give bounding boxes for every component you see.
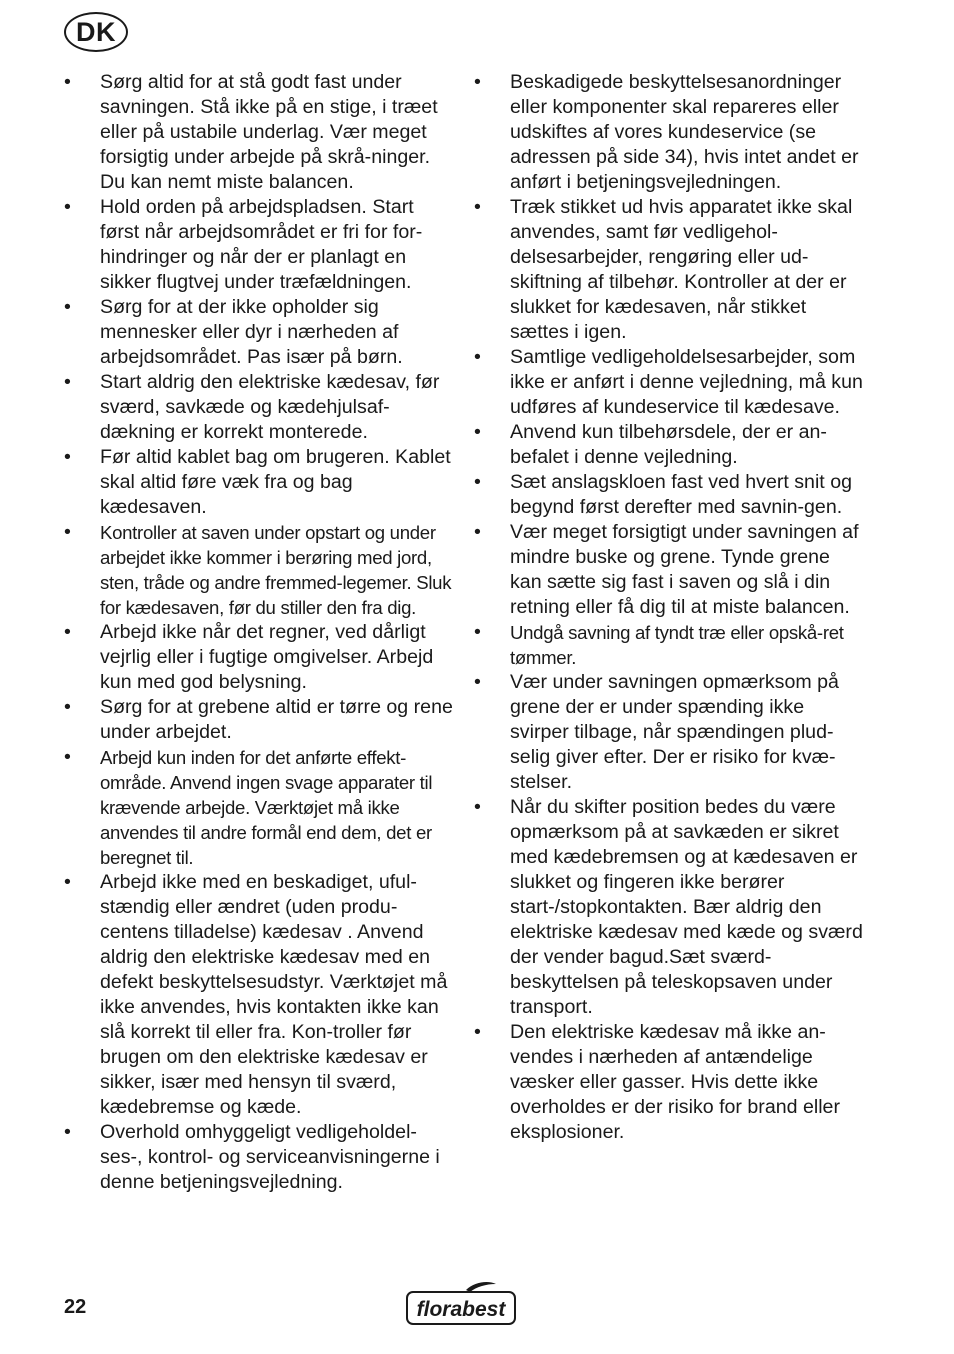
bullet-icon: • [474,621,481,643]
bullet-icon: • [64,71,71,93]
logo-text: florabest [416,1298,506,1321]
language-badge: DK [64,12,128,52]
list-item: • Træk stikket ud hvis apparatet ikke skal anvendes, samt før vedligehol-delsesarbejder, rengøring eller ud-skiftning af tilbehør. Kontroller at der er slukket for kædesaven, når stikket sættes i igen. [474,196,853,343]
bullet-icon: • [64,196,71,218]
list-item: • Samtlige vedligeholdelsesarbejder, som ikke er anført i denne vejledning, må kun udføres af kundeservice til kædesave. [474,346,863,418]
bullet-icon: • [64,871,71,893]
left-column-list [64,70,454,1195]
bullet-icon: • [64,696,71,718]
list-item: • Den elektriske kædesav må ikke an-vendes i nærheden af antændelige væsker eller gasser. Hvis dette ikke overholdes er der risiko for brand eller eksplosioner. [474,1021,840,1143]
logo-leaf-icon [466,1282,496,1292]
bullet-icon: • [64,521,71,543]
list-item: • Før altid kablet bag om brugeren. Kablet skal altid føre væk fra og bag kædesaven. [64,446,451,518]
bullet-icon: • [64,296,71,318]
list-item: • Vær meget forsigtigt under savningen af mindre buske og grene. Tynde grene kan sætte sig fast i saven og slå i din retning eller få dig til at miste balancen. [474,521,859,618]
list-item: • Arbejd kun inden for det anførte effekt-område. Anvend ingen svage apparater til krævende arbejde. Værktøjet må ikke anvendes til andre formål end dem, det er beregnet til. [64,746,433,868]
list-item: • Arbejd ikke med en beskadiget, uful-stændig eller ændret (uden produ-centens tilladelse) kædesav . Anvend aldrig den elektriske kædesav med en defekt beskyttelsesudstyr. Værktøjet må ikke anvendes, hvis kontakten ikke kan slå korrekt til eller fra. Kon-troller før brugen om den elektriske kædesav er sikker, især med hensyn til sværd, kædebremse og kæde. [64,871,448,1118]
list-item: • Anvend kun tilbehørsdele, der er an-befalet i denne vejledning. [474,421,827,468]
bullet-icon: • [474,796,481,818]
list-item: • Undgå savning af tyndt træ eller opskå-ret tømmer. [474,621,844,668]
bullet-icon: • [64,746,71,768]
bullet-icon: • [474,1021,481,1043]
list-item: • Vær under savningen opmærksom på grene der er under spænding ikke svirper tilbage, når spændingen plud-selig giver efter. Der er risiko for kvæ-stelser. [474,671,839,793]
list-item: • Arbejd ikke når det regner, ved dårligt vejrlig eller i fugtige omgivelser. Arbejd kun med god belysning. [64,621,434,693]
list-item: • Sørg altid for at stå godt fast under savningen. Stå ikke på en stige, i træet eller på ustabile underlag. Vær meget forsigtig under arbejde på skrå-ninger. Du kan nemt miste balancen. [64,71,438,193]
bullet-icon: • [474,521,481,543]
florabest-logo [404,1280,518,1328]
list-item: • Hold orden på arbejdspladsen. Start først når arbejdsområdet er fri for for-hindringer og når der er planlagt en sikker flugtvej under træfældningen. [64,196,423,293]
list-item: • Overhold omhyggeligt vedligeholdel-ses-, kontrol- og serviceanvisningerne i denne betjeningsvejledning. [64,1121,440,1193]
bullet-icon: • [474,346,481,368]
bullet-icon: • [474,71,481,93]
bullet-icon: • [64,446,71,468]
page-number: 22 [64,1296,87,1318]
bullet-icon: • [474,421,481,443]
right-column-list [474,70,864,1145]
bullet-icon: • [474,196,481,218]
list-item: • Kontroller at saven under opstart og under arbejdet ikke kommer i berøring med jord, sten, tråde og andre fremmed-legemer. Sluk for kædesaven, før du stiller den fra dig. [64,521,452,618]
list-item: • Sæt anslagskloen fast ved hvert snit og begynd først derefter med savnin-gen. [474,471,852,518]
list-item: • Når du skifter position bedes du være opmærksom på at savkæden er sikret med kædebremsen og at kædesaven er slukket og fingeren ikke berører start-/stopkontakten. Bær aldrig den elektriske kædesav med kæde og sværd der vender bagud.Sæt sværd-beskyttelsen på teleskopsaven under transport. [474,796,863,1018]
list-item: • Sørg for at der ikke opholder sig mennesker eller dyr i nærheden af arbejdsområdet. Pas især på børn. [64,296,403,368]
list-item: • Start aldrig den elektriske kædesav, før sværd, savkæde og kædehjulsaf-dækning er korrekt monterede. [64,371,440,443]
bullet-icon: • [64,1121,71,1143]
bullet-icon: • [474,671,481,693]
bullet-icon: • [64,371,71,393]
list-item: • Sørg for at grebene altid er tørre og rene under arbejdet. [64,696,453,743]
bullet-icon: • [64,621,71,643]
list-item: • Beskadigede beskyttelsesanordninger eller komponenter skal repareres eller udskiftes af vores kundeservice (se adressen på side 34), hvis intet andet er anført i betjeningsvejledningen. [474,71,859,193]
bullet-icon: • [474,471,481,493]
